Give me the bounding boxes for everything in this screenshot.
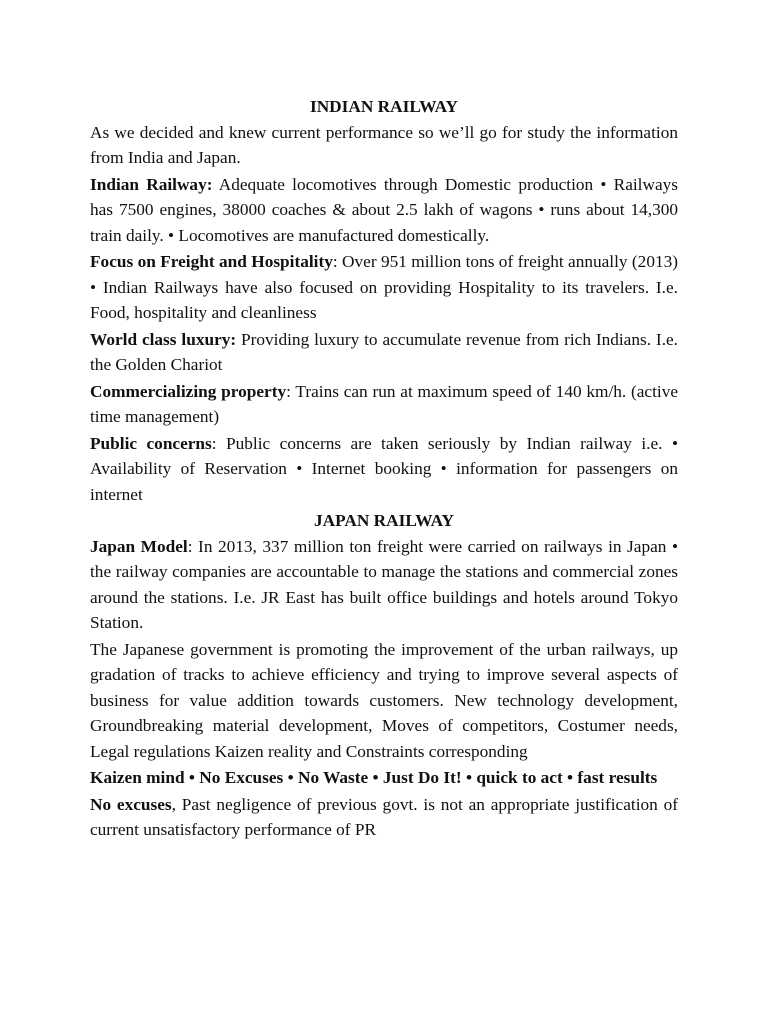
heading-japan-railway: JAPAN RAILWAY [313,511,455,530]
indian-railway-label: Indian Railway: [90,174,213,194]
luxury-text: Providing luxury to accumulate revenue from rich Indians. I.e. the Golden Chariot [90,329,679,374]
public-concerns-text: : Public concerns are taken seriously by Indian railway i.e. • Availability of Reservation • Internet booking • information for passengers on internet [90,433,678,504]
freight-text: : Over 951 million tons of freight annually (2013) • Indian Railways have also focused on providing Hospitality to its travelers. I.e. Food, hospitality and cleanliness [90,252,678,322]
public-concerns-paragraph [90,431,678,508]
japan-model-text: : In 2013, 337 million ton freight were carried on railways in Japan • the railway companies are accountable to manage the stations and commercial zones around the stations. I.e. JR East has built office buildings and hotels around Tokyo Station. [90,536,678,632]
japan-model-label: Japan Model [90,536,188,556]
intro-paragraph: As we decided and knew current performance so we’ll go for study the information from India and Japan. [90,122,678,167]
commercial-label: Commercializing property [90,381,287,401]
commercial-paragraph [90,379,678,430]
kaizen-paragraph: Kaizen mind • No Excuses • No Waste • Just Do It! • quick to act • fast results [90,768,658,787]
japanese-government-paragraph: The Japanese government is promoting the improvement of the urban railways, up gradation of tracks to achieve efficiency and trying to improve several aspects of business for value addition towards customers. New technology development, Groundbreaking material development, Moves of competitors, Costumer needs, Legal regulations Kaizen reality and Constraints corresponding [90,639,678,761]
indian-railway-text: Adequate locomotives through Domestic production • Railways has 7500 engines, 38000 coaches & about 2.5 lakh of wagons • runs about 14,300 train daily. • Locomotives are manufactured domestically. [90,174,679,245]
japan-model-paragraph [90,534,678,636]
freight-label: Focus on Freight and Hospitality [90,252,333,271]
indian-railway-paragraph [90,172,678,249]
no-excuses-label: No excuses [90,794,172,814]
commercial-text: : Trains can run at maximum speed of 140 km/h. (active time management) [90,381,679,426]
public-concerns-label: Public concerns [90,433,212,453]
luxury-label: World class luxury: [90,329,237,349]
heading-indian-railway: INDIAN RAILWAY [309,97,459,116]
freight-paragraph [90,249,678,326]
luxury-paragraph [90,327,678,378]
no-excuses-text: , Past negligence of previous govt. is not an appropriate justification of current unsatisfactory performance of PR [90,794,678,839]
no-excuses-paragraph [90,792,678,843]
document-page [90,94,678,844]
